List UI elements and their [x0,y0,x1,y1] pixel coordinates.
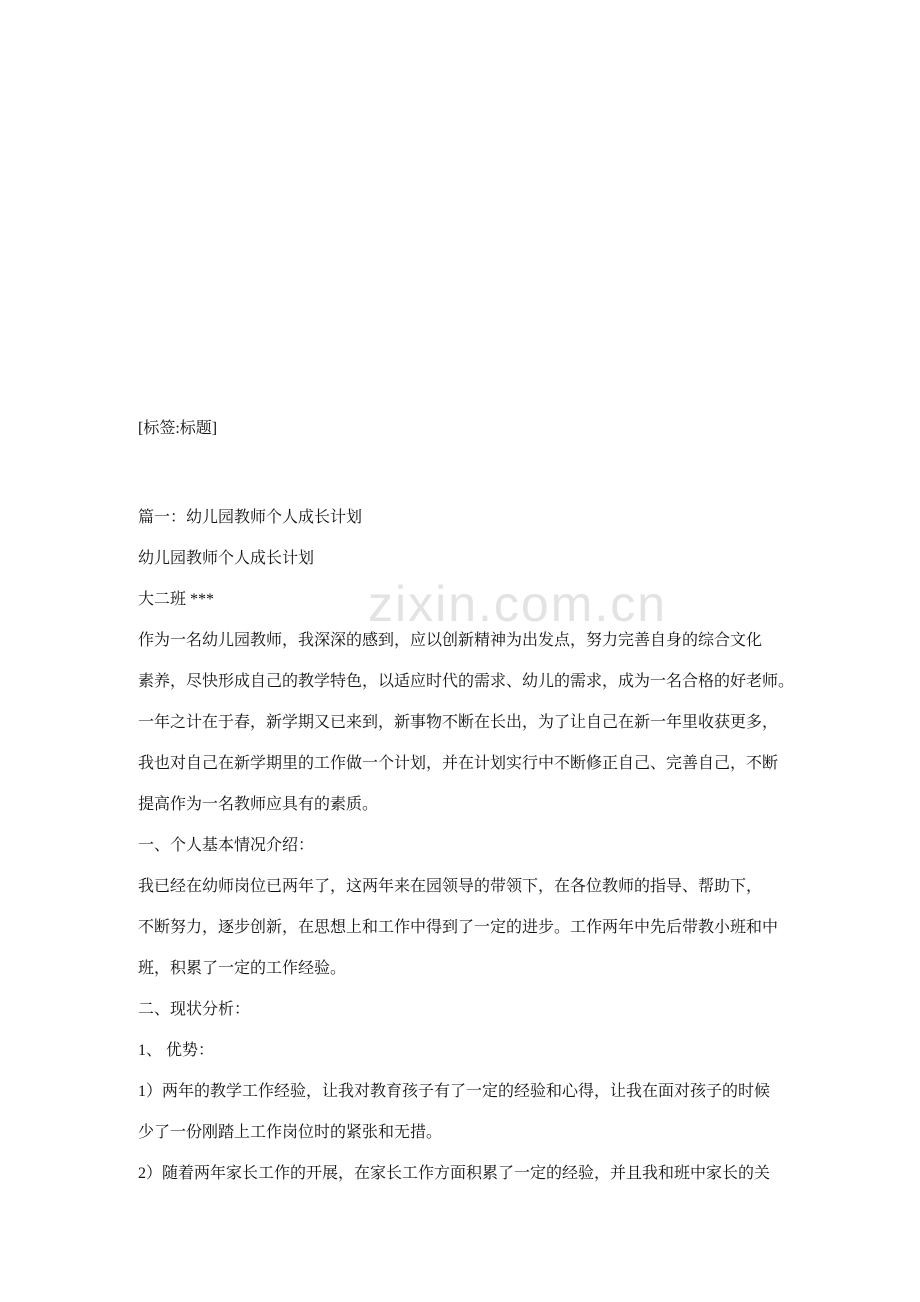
paragraph-line: 我也对自己在新学期里的工作做一个计划，并在计划实行中不断修正自己、完善自己，不断 [138,755,779,772]
author-line: 大二班 *** [138,591,215,608]
paragraph-line: 提高作为一名教师应具有的素质。 [138,796,379,813]
list-heading: 1、 优势： [138,1042,215,1059]
paragraph-line: 一年之计在于春，新学期又已来到，新事物不断在长出，为了让自己在新一年里收获更多， [138,714,779,731]
tag-placeholder: [标签:标题] [138,420,218,437]
paragraph-line: 我已经在幼师岗位已两年了，这两年来在园领导的带领下，在各位教师的指导、帮助下， [138,878,763,895]
list-item-line: 少了一份刚踏上工作岗位时的紧张和无措。 [138,1124,443,1141]
subheading: 二、现状分析： [138,1001,251,1018]
list-item-line: 1）两年的教学工作经验，让我对教育孩子有了一定的经验和心得，让我在面对孩子的时候 [138,1083,771,1100]
paragraph-line: 素养，尽快形成自己的教学特色，以适应时代的需求、幼儿的需求，成为一名合格的好老师。 [138,673,795,690]
list-item-line: 2）随着两年家长工作的开展，在家长工作方面积累了一定的经验，并且我和班中家长的关 [138,1165,771,1182]
paragraph-line: 不断努力，逐步创新，在思想上和工作中得到了一定的进步。工作两年中先后带教小班和中 [138,919,779,936]
document-title: 幼儿园教师个人成长计划 [138,550,315,567]
paragraph-line: 作为一名幼儿园教师，我深深的感到，应以创新精神为出发点，努力完善自身的综合文化 [138,632,763,649]
watermark: zixin.com.cn [368,576,668,632]
section-heading: 篇一：幼儿园教师个人成长计划 [138,509,363,526]
paragraph-line: 班，积累了一定的工作经验。 [138,960,347,977]
subheading: 一、个人基本情况介绍： [138,837,315,854]
